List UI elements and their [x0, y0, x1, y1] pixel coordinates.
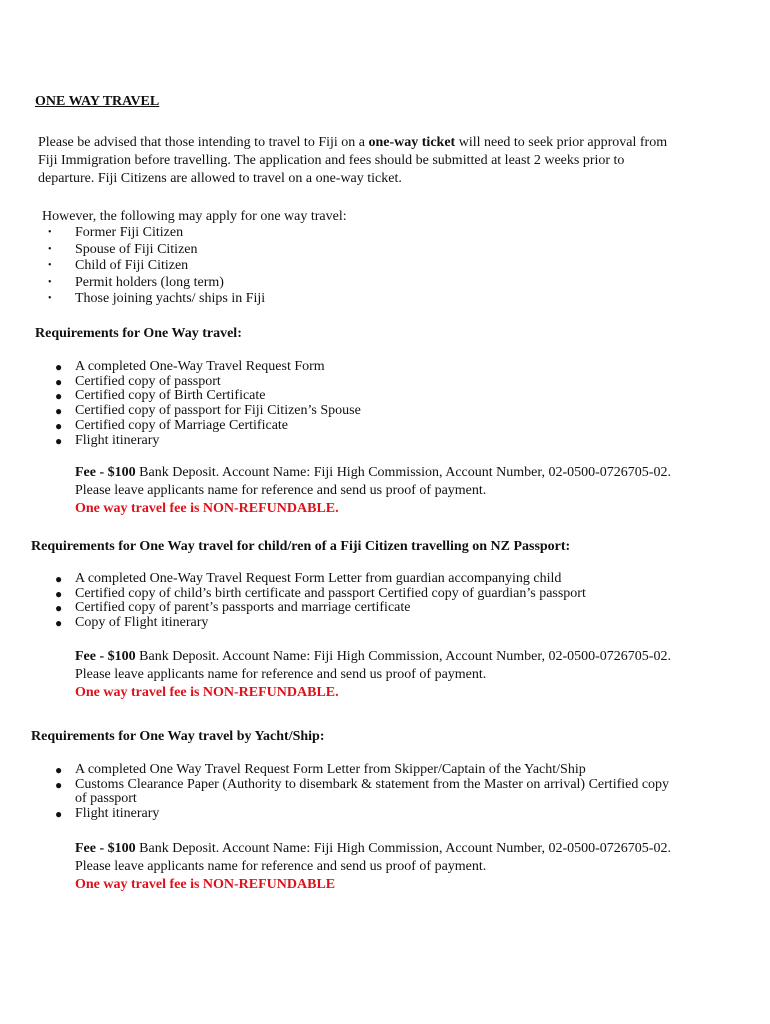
fee-block: [75, 464, 671, 518]
fee-line: Fee - $100 Bank Deposit. Account Name: Fiji High Commission, Account Number, 02-0500-0726705-02.: [75, 649, 671, 664]
list-item: • Permit holders (long term): [48, 274, 224, 290]
list-item: ● Certified copy of Marriage Certificate: [55, 417, 289, 433]
bullet-icon: ●: [55, 586, 63, 601]
bullet-icon: ●: [55, 616, 63, 631]
bullet-icon: ●: [55, 572, 63, 586]
list-item: ● Certified copy of passport for Fiji Citizen’s Spouse: [55, 403, 361, 419]
list-item: • Those joining yachts/ ships in Fiji: [48, 291, 266, 306]
intro-line-2: Fiji Immigration before travelling. The application and fees should be submitted at least 2 weeks prior to: [38, 153, 625, 168]
list-item: ● Flight itinerary: [55, 432, 160, 448]
list-item: ● Flight itinerary: [55, 806, 160, 822]
eligible-list: [48, 225, 265, 308]
intro-line-3: departure. Fiji Citizens are allowed to travel on a one-way ticket.: [38, 171, 402, 186]
fee-note: Please leave applicants name for reference and send us proof of payment.: [75, 483, 487, 498]
bullet-icon: •: [48, 276, 52, 288]
requirements-list: [55, 360, 361, 448]
bullet-icon: ●: [55, 777, 63, 792]
fee-note: Please leave applicants name for reference and send us proof of payment.: [75, 859, 487, 874]
bullet-icon: ●: [55, 418, 63, 433]
list-item: • Spouse of Fiji Citizen: [48, 241, 198, 257]
list-item: • Child of Fiji Citizen: [48, 258, 189, 273]
bullet-icon: ●: [55, 374, 63, 389]
requirements-list: [55, 572, 586, 631]
non-refundable-notice: One way travel fee is NON-REFUNDABLE.: [75, 685, 339, 700]
bullet-icon: ●: [55, 389, 63, 404]
bullet-icon: •: [48, 243, 52, 255]
section-heading: Requirements for One Way travel:: [35, 326, 242, 341]
section-heading: Requirements for One Way travel for child/ren of a Fiji Citizen travelling on NZ Passport:: [31, 539, 571, 554]
list-item: • Former Fiji Citizen: [48, 225, 184, 240]
page-title: ONE WAY TRAVEL: [35, 94, 160, 109]
fee-note: Please leave applicants name for reference and send us proof of payment.: [75, 667, 487, 682]
list-item: ● A completed One Way Travel Request Form Letter from Skipper/Captain of the Yacht/Ship: [55, 762, 586, 777]
list-item: ● A completed One-Way Travel Request Form: [55, 359, 325, 374]
intro-line-1: Please be advised that those intending to travel to Fiji on a one-way ticket will need to seek prior approval from: [38, 135, 668, 150]
bullet-icon: •: [48, 260, 52, 271]
section-heading: Requirements for One Way travel by Yacht/Ship:: [31, 729, 325, 744]
bullet-icon: ●: [55, 360, 63, 374]
list-item: ● Certified copy of child’s birth certificate and passport Certified copy of guardian’s passport: [55, 585, 586, 601]
list-item: ● A completed One-Way Travel Request Form Letter from guardian accompanying child: [55, 571, 562, 586]
non-refundable-notice: One way travel fee is NON-REFUNDABLE: [75, 877, 336, 892]
bullet-icon: ●: [55, 404, 63, 419]
list-item-continuation: of passport: [75, 791, 137, 807]
bullet-icon: ●: [55, 433, 63, 448]
however-text: However, the following may apply for one way travel:: [42, 209, 347, 224]
fee-block: [75, 840, 671, 894]
bullet-icon: ●: [55, 601, 63, 616]
bullet-icon: •: [48, 293, 52, 304]
list-item: ● Certified copy of passport: [55, 373, 221, 389]
list-item: ● Customs Clearance Paper (Authority to disembark & statement from the Master on arrival) Certified copy: [55, 776, 670, 792]
fee-line: Fee - $100 Bank Deposit. Account Name: Fiji High Commission, Account Number, 02-0500-0726705-02.: [75, 841, 671, 856]
intro-paragraph: [38, 134, 738, 188]
bullet-icon: ●: [55, 763, 63, 777]
fee-block: [75, 648, 671, 702]
list-item: ● Copy of Flight itinerary: [55, 615, 209, 631]
bullet-icon: ●: [55, 807, 63, 822]
requirements-list: [55, 763, 669, 822]
non-refundable-notice: One way travel fee is NON-REFUNDABLE.: [75, 501, 339, 516]
list-item: ● Certified copy of Birth Certificate: [55, 388, 266, 404]
list-item: ● Certified copy of parent’s passports and marriage certificate: [55, 600, 411, 616]
bullet-icon: •: [48, 227, 52, 238]
fee-line: Fee - $100 Bank Deposit. Account Name: Fiji High Commission, Account Number, 02-0500-0726705-02.: [75, 465, 671, 480]
